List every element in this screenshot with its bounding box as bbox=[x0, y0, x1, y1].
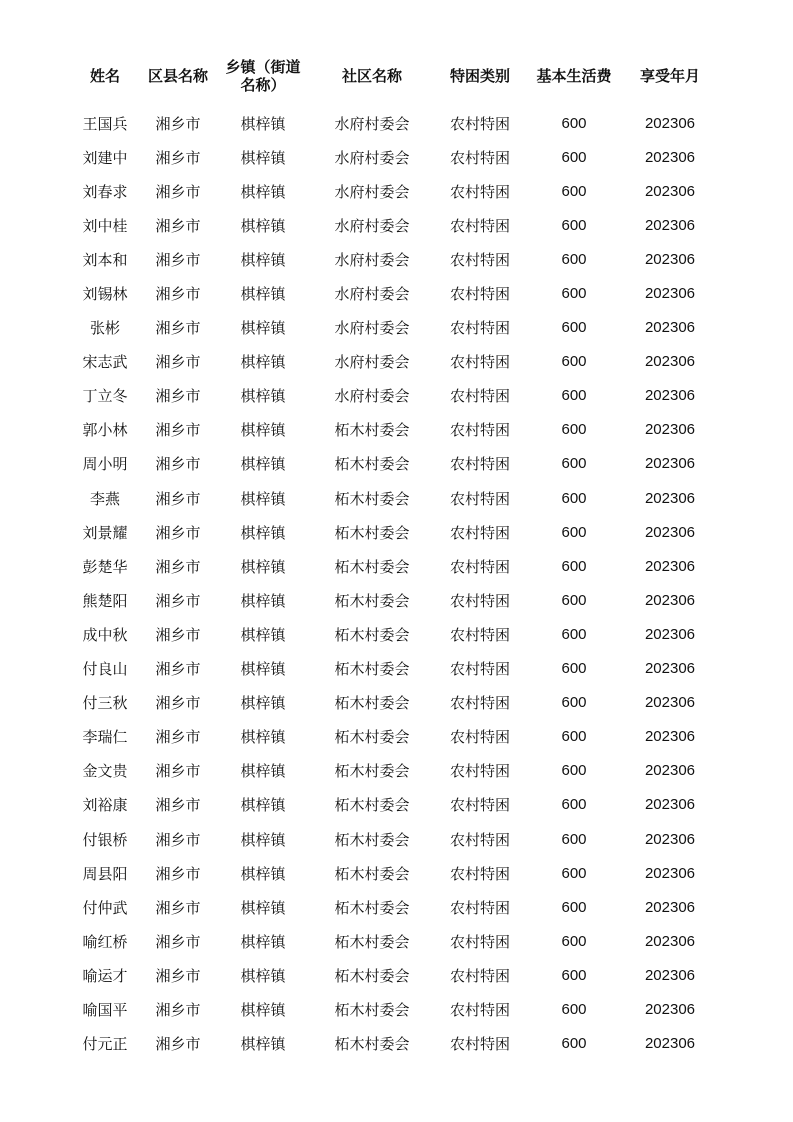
cell-start-month: 202306 bbox=[644, 216, 696, 234]
cell-name: 熊楚阳 bbox=[82, 591, 128, 610]
cell-community: 柘木村委会 bbox=[334, 421, 410, 440]
cell-township: 棋梓镇 bbox=[240, 421, 286, 440]
cell-category: 农村特困 bbox=[449, 796, 510, 815]
cell-county: 湘乡市 bbox=[155, 864, 201, 883]
cell-living-allowance: 600 bbox=[561, 1035, 587, 1053]
cell-name: 郭小林 bbox=[82, 421, 128, 440]
cell-category: 农村特困 bbox=[449, 625, 510, 644]
cell-name: 宋志武 bbox=[82, 353, 128, 372]
cell-township: 棋梓镇 bbox=[240, 557, 286, 576]
cell-township: 棋梓镇 bbox=[240, 285, 286, 304]
cell-county: 湘乡市 bbox=[155, 319, 201, 338]
cell-category: 农村特困 bbox=[449, 250, 510, 269]
cell-living-allowance: 600 bbox=[561, 182, 587, 200]
table-row bbox=[68, 379, 720, 413]
cell-community: 柘木村委会 bbox=[334, 864, 410, 883]
table-row bbox=[68, 413, 720, 447]
cell-county: 湘乡市 bbox=[155, 489, 201, 508]
cell-township: 棋梓镇 bbox=[240, 728, 286, 747]
cell-township: 棋梓镇 bbox=[240, 523, 286, 542]
cell-start-month: 202306 bbox=[644, 898, 696, 916]
cell-community: 水府村委会 bbox=[334, 387, 410, 406]
cell-name: 成中秋 bbox=[82, 625, 128, 644]
cell-name: 张彬 bbox=[89, 319, 120, 338]
cell-name: 刘春求 bbox=[82, 182, 128, 201]
relief-recipient-table bbox=[68, 52, 720, 1061]
cell-category: 农村特困 bbox=[449, 489, 510, 508]
cell-start-month: 202306 bbox=[644, 455, 696, 473]
cell-start-month: 202306 bbox=[644, 932, 696, 950]
cell-living-allowance: 600 bbox=[561, 625, 587, 643]
table-row bbox=[68, 652, 720, 686]
cell-name: 刘本和 bbox=[82, 250, 128, 269]
table-row bbox=[68, 208, 720, 242]
cell-county: 湘乡市 bbox=[155, 387, 201, 406]
table-row bbox=[68, 242, 720, 276]
cell-start-month: 202306 bbox=[644, 489, 696, 507]
cell-start-month: 202306 bbox=[644, 966, 696, 984]
cell-township: 棋梓镇 bbox=[240, 455, 286, 474]
cell-name: 刘裕康 bbox=[82, 796, 128, 815]
cell-start-month: 202306 bbox=[644, 625, 696, 643]
cell-category: 农村特困 bbox=[449, 182, 510, 201]
cell-name: 刘景耀 bbox=[82, 523, 128, 542]
table-row bbox=[68, 890, 720, 924]
cell-community: 柘木村委会 bbox=[334, 728, 410, 747]
cell-county: 湘乡市 bbox=[155, 660, 201, 679]
cell-name: 付银桥 bbox=[82, 830, 128, 849]
cell-category: 农村特困 bbox=[449, 966, 510, 985]
header-community: 社区名称 bbox=[341, 67, 402, 85]
cell-township: 棋梓镇 bbox=[240, 489, 286, 508]
table-body bbox=[68, 100, 720, 1061]
cell-county: 湘乡市 bbox=[155, 421, 201, 440]
cell-name: 周小明 bbox=[82, 455, 128, 474]
cell-township: 棋梓镇 bbox=[240, 387, 286, 406]
cell-living-allowance: 600 bbox=[561, 387, 587, 405]
table-row bbox=[68, 447, 720, 481]
cell-name: 付仲武 bbox=[82, 898, 128, 917]
cell-township: 棋梓镇 bbox=[240, 864, 286, 883]
cell-county: 湘乡市 bbox=[155, 1000, 201, 1019]
cell-county: 湘乡市 bbox=[155, 932, 201, 951]
table-row bbox=[68, 720, 720, 754]
cell-name: 刘中桂 bbox=[82, 216, 128, 235]
cell-name: 周县阳 bbox=[82, 864, 128, 883]
cell-community: 柘木村委会 bbox=[334, 762, 410, 781]
table-row bbox=[68, 788, 720, 822]
cell-community: 柘木村委会 bbox=[334, 625, 410, 644]
cell-township: 棋梓镇 bbox=[240, 250, 286, 269]
cell-start-month: 202306 bbox=[644, 694, 696, 712]
cell-start-month: 202306 bbox=[644, 591, 696, 609]
cell-start-month: 202306 bbox=[644, 353, 696, 371]
cell-category: 农村特困 bbox=[449, 660, 510, 679]
table-row bbox=[68, 276, 720, 310]
cell-living-allowance: 600 bbox=[561, 319, 587, 337]
cell-living-allowance: 600 bbox=[561, 216, 587, 234]
cell-township: 棋梓镇 bbox=[240, 660, 286, 679]
table-row bbox=[68, 958, 720, 992]
cell-county: 湘乡市 bbox=[155, 728, 201, 747]
cell-community: 柘木村委会 bbox=[334, 455, 410, 474]
cell-living-allowance: 600 bbox=[561, 557, 587, 575]
cell-category: 农村特困 bbox=[449, 932, 510, 951]
cell-living-allowance: 600 bbox=[561, 148, 587, 166]
cell-living-allowance: 600 bbox=[561, 694, 587, 712]
cell-category: 农村特困 bbox=[449, 285, 510, 304]
cell-category: 农村特困 bbox=[449, 728, 510, 747]
cell-community: 柘木村委会 bbox=[334, 796, 410, 815]
cell-category: 农村特困 bbox=[449, 591, 510, 610]
cell-living-allowance: 600 bbox=[561, 421, 587, 439]
cell-county: 湘乡市 bbox=[155, 557, 201, 576]
cell-category: 农村特困 bbox=[449, 557, 510, 576]
cell-township: 棋梓镇 bbox=[240, 830, 286, 849]
cell-living-allowance: 600 bbox=[561, 966, 587, 984]
cell-township: 棋梓镇 bbox=[240, 1000, 286, 1019]
cell-category: 农村特困 bbox=[449, 898, 510, 917]
cell-county: 湘乡市 bbox=[155, 455, 201, 474]
cell-community: 柘木村委会 bbox=[334, 1000, 410, 1019]
cell-community: 水府村委会 bbox=[334, 114, 410, 133]
table-row bbox=[68, 754, 720, 788]
cell-township: 棋梓镇 bbox=[240, 625, 286, 644]
cell-name: 刘建中 bbox=[82, 148, 128, 167]
cell-living-allowance: 600 bbox=[561, 591, 587, 609]
header-county: 区县名称 bbox=[147, 67, 208, 85]
cell-start-month: 202306 bbox=[644, 387, 696, 405]
cell-name: 喻红桥 bbox=[82, 932, 128, 951]
cell-community: 水府村委会 bbox=[334, 250, 410, 269]
table-row bbox=[68, 686, 720, 720]
cell-name: 付良山 bbox=[82, 660, 128, 679]
cell-start-month: 202306 bbox=[644, 762, 696, 780]
cell-living-allowance: 600 bbox=[561, 898, 587, 916]
table-row bbox=[68, 515, 720, 549]
table-row bbox=[68, 100, 720, 140]
cell-county: 湘乡市 bbox=[155, 898, 201, 917]
cell-community: 水府村委会 bbox=[334, 319, 410, 338]
table-row bbox=[68, 481, 720, 515]
cell-start-month: 202306 bbox=[644, 114, 696, 132]
cell-start-month: 202306 bbox=[644, 728, 696, 746]
cell-name: 李燕 bbox=[89, 489, 120, 508]
cell-township: 棋梓镇 bbox=[240, 114, 286, 133]
cell-county: 湘乡市 bbox=[155, 523, 201, 542]
header-township: 乡镇（街道名称） bbox=[225, 58, 301, 94]
cell-county: 湘乡市 bbox=[155, 114, 201, 133]
cell-county: 湘乡市 bbox=[155, 216, 201, 235]
cell-township: 棋梓镇 bbox=[240, 966, 286, 985]
cell-name: 丁立冬 bbox=[82, 387, 128, 406]
cell-living-allowance: 600 bbox=[561, 250, 587, 268]
cell-living-allowance: 600 bbox=[561, 285, 587, 303]
cell-township: 棋梓镇 bbox=[240, 148, 286, 167]
cell-living-allowance: 600 bbox=[561, 728, 587, 746]
table-row bbox=[68, 1027, 720, 1061]
cell-community: 柘木村委会 bbox=[334, 1035, 410, 1054]
table-row bbox=[68, 311, 720, 345]
cell-community: 柘木村委会 bbox=[334, 932, 410, 951]
cell-county: 湘乡市 bbox=[155, 182, 201, 201]
cell-township: 棋梓镇 bbox=[240, 216, 286, 235]
cell-township: 棋梓镇 bbox=[240, 762, 286, 781]
cell-county: 湘乡市 bbox=[155, 285, 201, 304]
cell-category: 农村特困 bbox=[449, 216, 510, 235]
cell-start-month: 202306 bbox=[644, 250, 696, 268]
table-row bbox=[68, 822, 720, 856]
cell-start-month: 202306 bbox=[644, 285, 696, 303]
table-row bbox=[68, 924, 720, 958]
cell-township: 棋梓镇 bbox=[240, 591, 286, 610]
cell-community: 水府村委会 bbox=[334, 285, 410, 304]
table-row bbox=[68, 856, 720, 890]
cell-county: 湘乡市 bbox=[155, 625, 201, 644]
cell-living-allowance: 600 bbox=[561, 114, 587, 132]
cell-category: 农村特困 bbox=[449, 148, 510, 167]
cell-name: 付三秋 bbox=[82, 694, 128, 713]
cell-category: 农村特困 bbox=[449, 421, 510, 440]
cell-township: 棋梓镇 bbox=[240, 796, 286, 815]
table-row bbox=[68, 549, 720, 583]
cell-county: 湘乡市 bbox=[155, 148, 201, 167]
table-row bbox=[68, 617, 720, 651]
cell-township: 棋梓镇 bbox=[240, 1035, 286, 1054]
cell-category: 农村特困 bbox=[449, 864, 510, 883]
cell-county: 湘乡市 bbox=[155, 762, 201, 781]
cell-living-allowance: 600 bbox=[561, 830, 587, 848]
cell-living-allowance: 600 bbox=[561, 864, 587, 882]
cell-name: 付元正 bbox=[82, 1035, 128, 1054]
cell-category: 农村特困 bbox=[449, 114, 510, 133]
cell-county: 湘乡市 bbox=[155, 796, 201, 815]
cell-living-allowance: 600 bbox=[561, 1000, 587, 1018]
cell-start-month: 202306 bbox=[644, 796, 696, 814]
cell-start-month: 202306 bbox=[644, 660, 696, 678]
cell-community: 柘木村委会 bbox=[334, 830, 410, 849]
table-header-row bbox=[68, 52, 720, 100]
cell-living-allowance: 600 bbox=[561, 489, 587, 507]
cell-community: 柘木村委会 bbox=[334, 898, 410, 917]
cell-name: 彭楚华 bbox=[82, 557, 128, 576]
cell-county: 湘乡市 bbox=[155, 250, 201, 269]
cell-county: 湘乡市 bbox=[155, 966, 201, 985]
cell-start-month: 202306 bbox=[644, 523, 696, 541]
cell-community: 柘木村委会 bbox=[334, 694, 410, 713]
cell-living-allowance: 600 bbox=[561, 353, 587, 371]
cell-category: 农村特困 bbox=[449, 523, 510, 542]
cell-start-month: 202306 bbox=[644, 864, 696, 882]
cell-township: 棋梓镇 bbox=[240, 694, 286, 713]
header-category: 特困类别 bbox=[449, 67, 510, 85]
cell-community: 柘木村委会 bbox=[334, 660, 410, 679]
cell-start-month: 202306 bbox=[644, 421, 696, 439]
table-row bbox=[68, 992, 720, 1026]
cell-name: 李瑞仁 bbox=[82, 728, 128, 747]
cell-county: 湘乡市 bbox=[155, 353, 201, 372]
cell-community: 水府村委会 bbox=[334, 216, 410, 235]
cell-community: 柘木村委会 bbox=[334, 966, 410, 985]
cell-start-month: 202306 bbox=[644, 148, 696, 166]
cell-community: 水府村委会 bbox=[334, 353, 410, 372]
cell-category: 农村特困 bbox=[449, 1000, 510, 1019]
cell-county: 湘乡市 bbox=[155, 830, 201, 849]
cell-name: 喻运才 bbox=[82, 966, 128, 985]
cell-category: 农村特困 bbox=[449, 830, 510, 849]
cell-township: 棋梓镇 bbox=[240, 353, 286, 372]
cell-community: 水府村委会 bbox=[334, 182, 410, 201]
cell-living-allowance: 600 bbox=[561, 660, 587, 678]
cell-name: 喻国平 bbox=[82, 1000, 128, 1019]
cell-category: 农村特困 bbox=[449, 694, 510, 713]
cell-start-month: 202306 bbox=[644, 182, 696, 200]
table-row bbox=[68, 583, 720, 617]
header-name: 姓名 bbox=[89, 67, 120, 85]
header-start-month: 享受年月 bbox=[639, 67, 700, 85]
cell-county: 湘乡市 bbox=[155, 591, 201, 610]
table-row bbox=[68, 174, 720, 208]
cell-living-allowance: 600 bbox=[561, 455, 587, 473]
cell-name: 金文贵 bbox=[82, 762, 128, 781]
cell-start-month: 202306 bbox=[644, 830, 696, 848]
table-row bbox=[68, 345, 720, 379]
cell-community: 柘木村委会 bbox=[334, 557, 410, 576]
cell-community: 柘木村委会 bbox=[334, 489, 410, 508]
cell-name: 王国兵 bbox=[82, 114, 128, 133]
cell-start-month: 202306 bbox=[644, 557, 696, 575]
cell-category: 农村特困 bbox=[449, 455, 510, 474]
cell-start-month: 202306 bbox=[644, 1000, 696, 1018]
cell-township: 棋梓镇 bbox=[240, 182, 286, 201]
header-living-allowance: 基本生活费 bbox=[536, 67, 612, 85]
cell-community: 柘木村委会 bbox=[334, 591, 410, 610]
cell-start-month: 202306 bbox=[644, 1035, 696, 1053]
cell-community: 柘木村委会 bbox=[334, 523, 410, 542]
cell-community: 水府村委会 bbox=[334, 148, 410, 167]
table-row bbox=[68, 140, 720, 174]
cell-category: 农村特困 bbox=[449, 353, 510, 372]
cell-living-allowance: 600 bbox=[561, 762, 587, 780]
cell-category: 农村特困 bbox=[449, 762, 510, 781]
cell-living-allowance: 600 bbox=[561, 796, 587, 814]
cell-category: 农村特困 bbox=[449, 319, 510, 338]
cell-name: 刘锡林 bbox=[82, 285, 128, 304]
cell-township: 棋梓镇 bbox=[240, 932, 286, 951]
cell-county: 湘乡市 bbox=[155, 1035, 201, 1054]
cell-living-allowance: 600 bbox=[561, 932, 587, 950]
cell-category: 农村特困 bbox=[449, 1035, 510, 1054]
cell-township: 棋梓镇 bbox=[240, 319, 286, 338]
cell-category: 农村特困 bbox=[449, 387, 510, 406]
cell-county: 湘乡市 bbox=[155, 694, 201, 713]
cell-living-allowance: 600 bbox=[561, 523, 587, 541]
cell-township: 棋梓镇 bbox=[240, 898, 286, 917]
cell-start-month: 202306 bbox=[644, 319, 696, 337]
